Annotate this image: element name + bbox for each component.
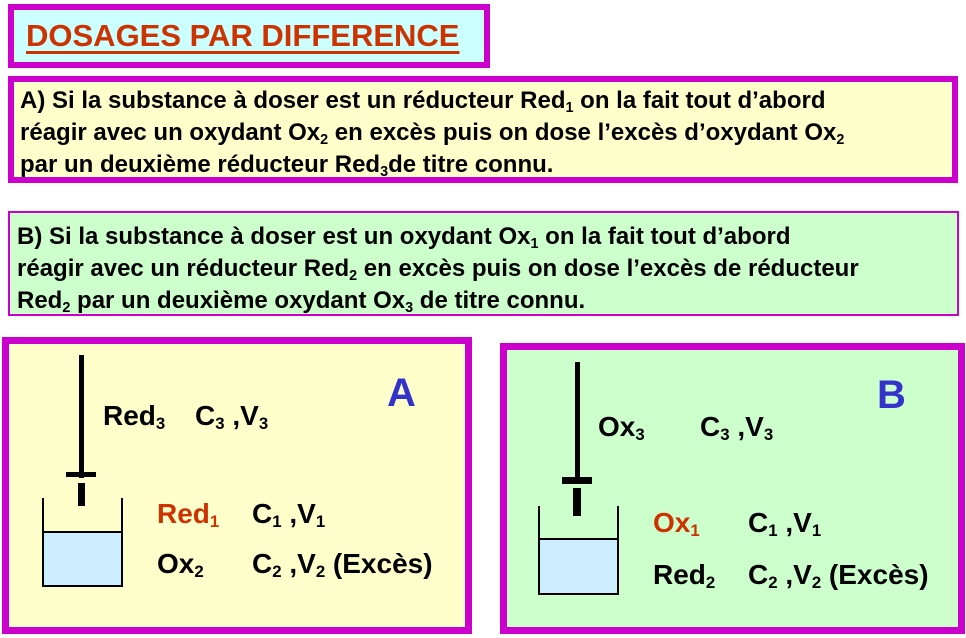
diagram-a-panel bbox=[2, 337, 472, 634]
title-box bbox=[8, 4, 490, 68]
diagram-letter: B bbox=[877, 373, 906, 417]
analyte-value: $C_1$ $,V_1$ bbox=[748, 507, 822, 541]
titrant-label: Red$_3$ bbox=[103, 400, 166, 434]
definition-a-line-2: réagir avec un oxydant $Ox_2$ en excès puis on dose l’excès d’oxydant $Ox_2$ bbox=[20, 119, 845, 148]
excess-label: Red$_2$ bbox=[653, 559, 716, 593]
analyte-label: $Ox_1$ bbox=[653, 507, 700, 541]
burette-stopcock-icon bbox=[562, 477, 592, 484]
definition-a-box bbox=[8, 76, 958, 183]
burette-tube-icon bbox=[575, 362, 580, 484]
titrant-value: $C_3$ $,V_3$ bbox=[195, 400, 269, 434]
definition-b-box bbox=[8, 211, 959, 316]
definition-b-line-1: B) Si la substance à doser est un oxydant $Ox_1$ on la fait tout d’abord bbox=[17, 223, 791, 252]
beaker-liquid bbox=[540, 538, 617, 593]
definition-b-line-3: Red$_2$ par un deuxième oxydant $Ox_3$ de titre connu. bbox=[17, 287, 586, 316]
diagram-letter: A bbox=[387, 371, 416, 415]
diagram-b-panel bbox=[500, 343, 965, 634]
beaker-liquid bbox=[44, 531, 121, 585]
definition-b-line-2: réagir avec un réducteur Red$_2$ en excès puis on dose l’excès de réducteur bbox=[17, 255, 859, 284]
burette-tube-icon bbox=[79, 355, 84, 478]
page-title: DOSAGES PAR DIFFERENCE bbox=[26, 18, 460, 53]
titrant-label: $Ox_3$ bbox=[598, 411, 645, 445]
burette-stopcock-icon bbox=[66, 472, 96, 477]
analyte-label: Red$_1$ bbox=[157, 498, 220, 532]
analyte-value: $C_1$ $,V_1$ bbox=[252, 498, 326, 532]
titrant-value: $C_3$ $,V_3$ bbox=[700, 411, 774, 445]
excess-value: $C_2$ $,V_2$ (Excès) bbox=[748, 559, 929, 593]
excess-label: $Ox_2$ bbox=[157, 548, 204, 582]
definition-a-line-1: A) Si la substance à doser est un réducteur Red$_1$ on la fait tout d’abord bbox=[20, 87, 826, 116]
definition-a-line-3: par un deuxième réducteur Red$_3$de titre connu. bbox=[20, 151, 554, 180]
beaker-icon bbox=[42, 498, 123, 587]
excess-value: $C_2$ $,V_2$ (Excès) bbox=[252, 548, 433, 582]
beaker-icon bbox=[538, 506, 619, 595]
